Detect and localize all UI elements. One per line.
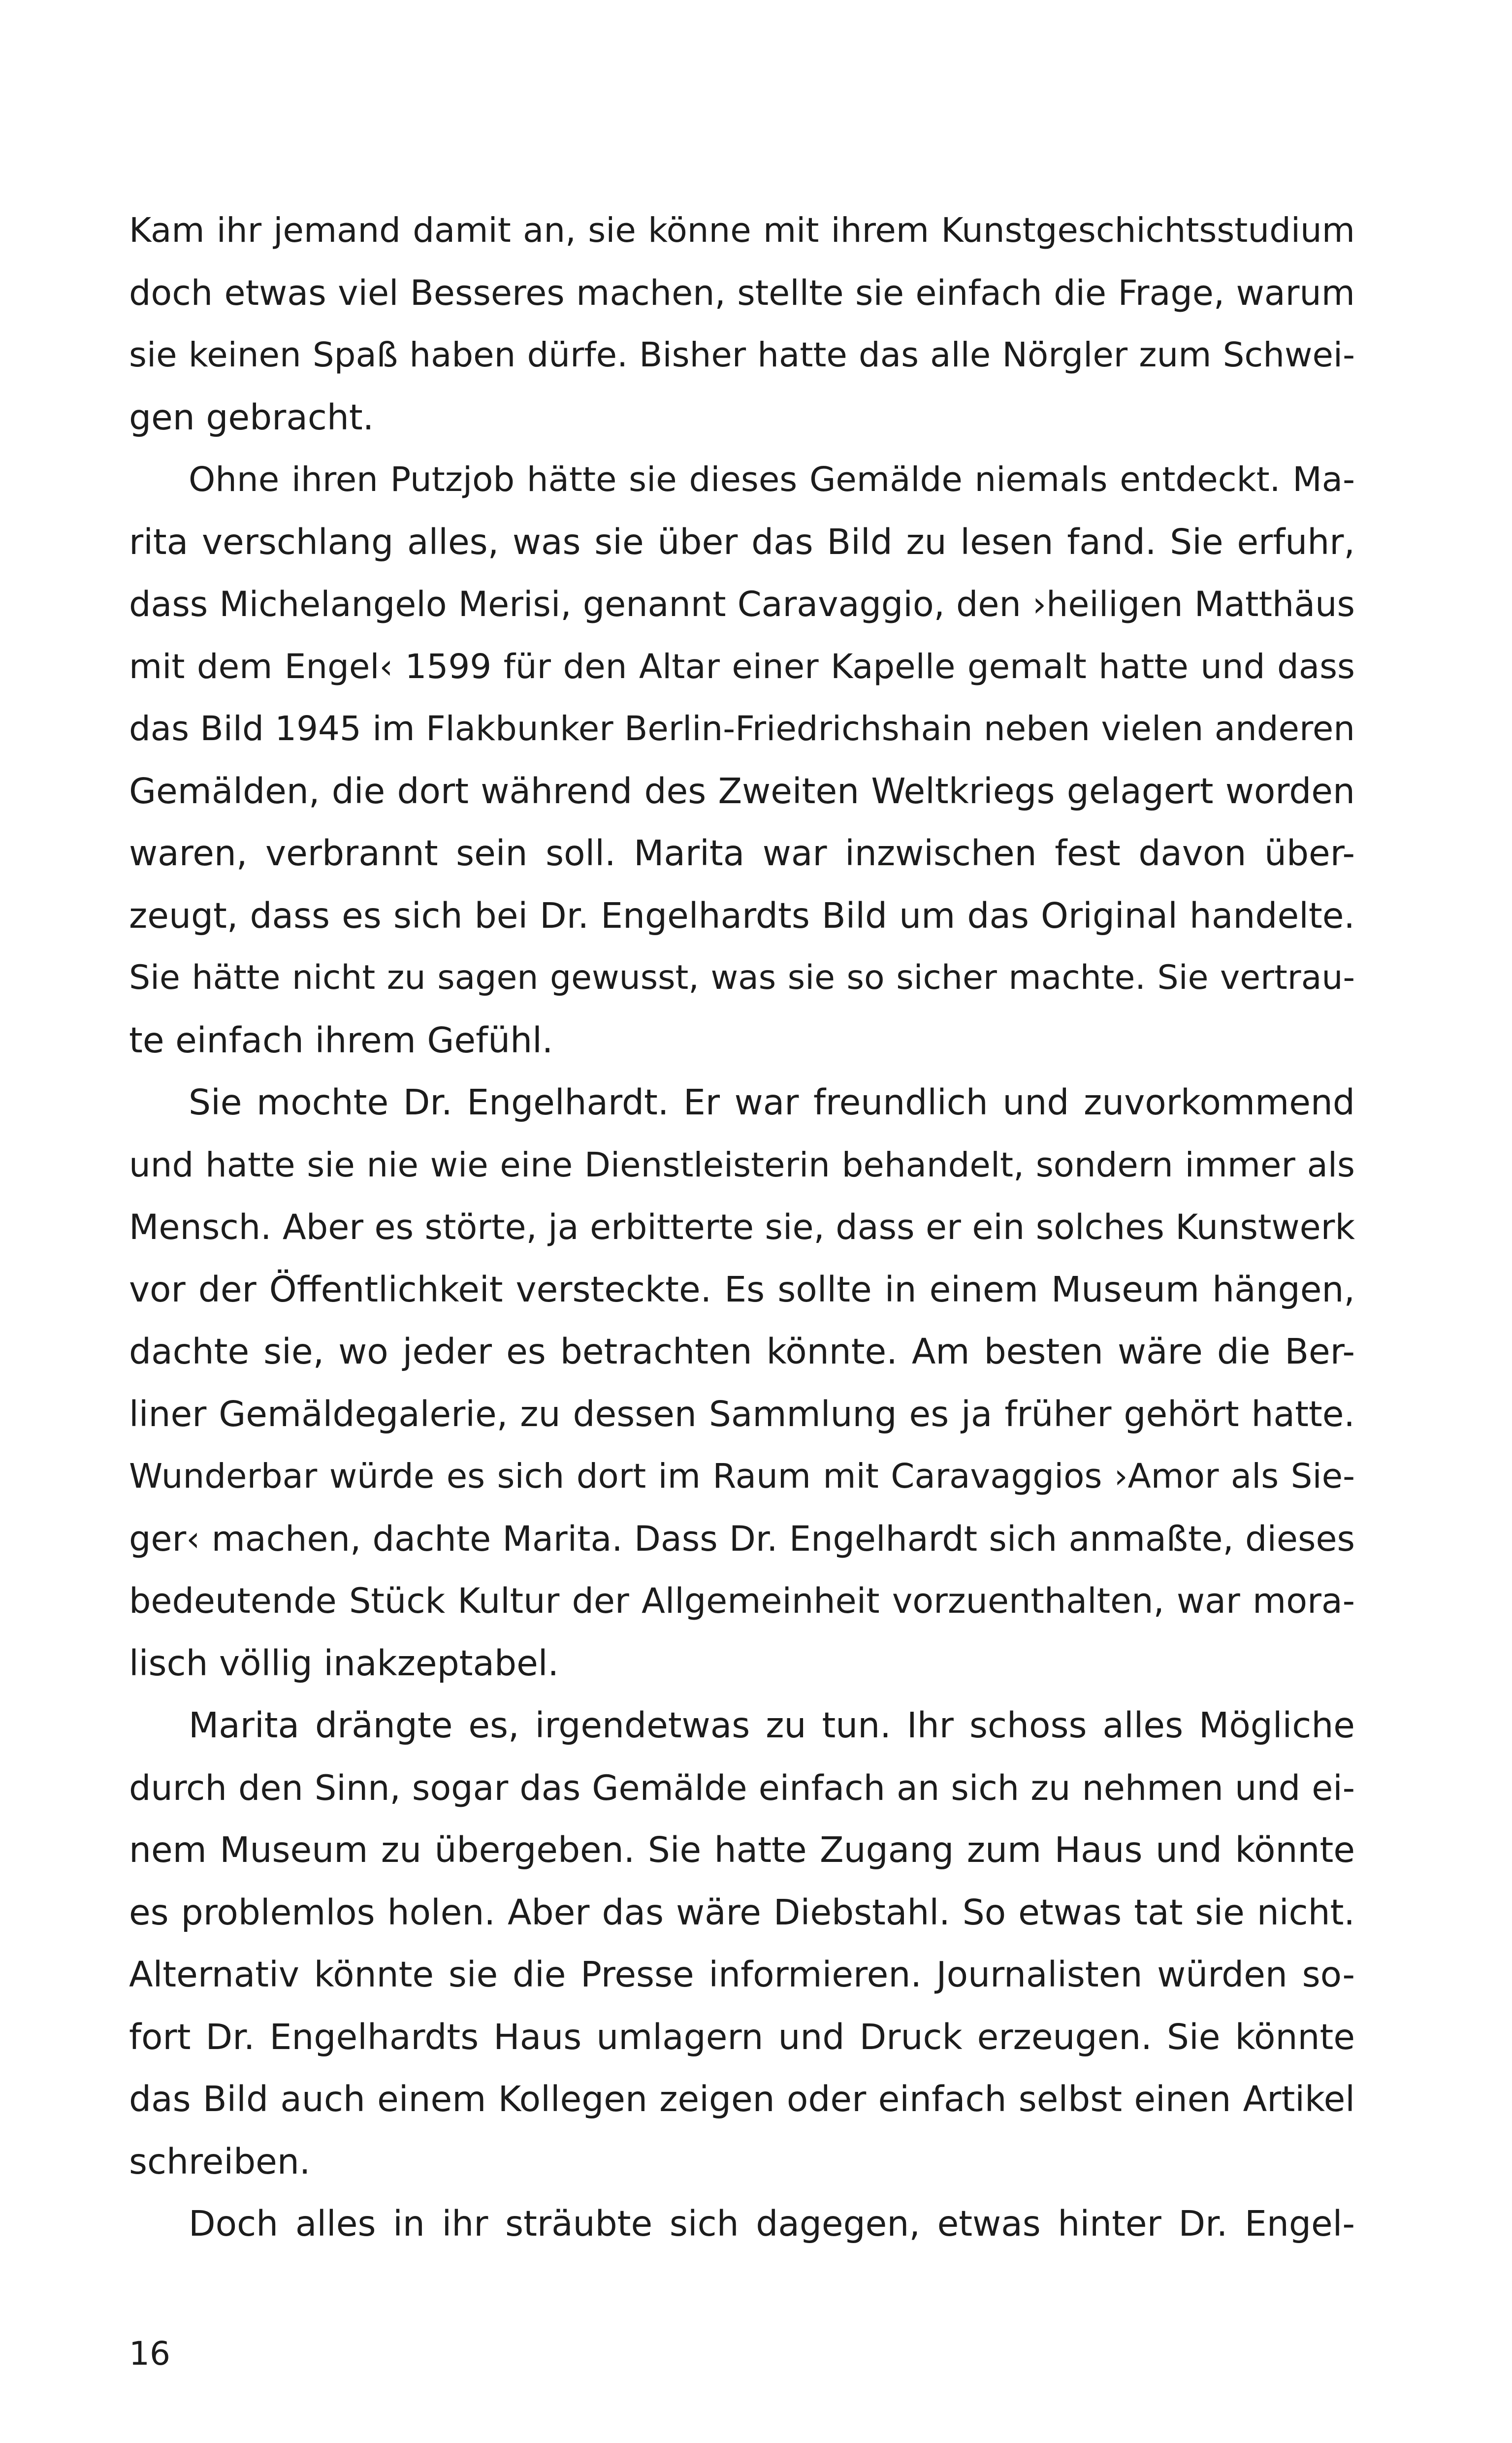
- text-line: nem Museum zu übergeben. Sie hatte Zugang zum Haus und könnte: [129, 1829, 1355, 1870]
- page-number: 16: [129, 2335, 170, 2373]
- text-line: bedeutende Stück Kultur der Allgemeinheit vorzuenthalten, war mora-: [129, 1581, 1355, 1621]
- text-line: doch etwas viel Besseres machen, stellte sie einfach die Frage, warum: [129, 272, 1355, 313]
- text-line: mit dem Engel‹ 1599 für den Altar einer Kapelle gemalt hatte und dass: [129, 647, 1355, 686]
- text-line: rita verschlang alles, was sie über das Bild zu lesen fand. Sie erfuhr,: [129, 521, 1355, 562]
- text-line: gen gebracht.: [129, 396, 374, 438]
- text-line: dachte sie, wo jeder es betrachten könnte. Am besten wäre die Ber-: [129, 1331, 1355, 1372]
- text-line: liner Gemäldegalerie, zu dessen Sammlung es ja früher gehört hatte.: [129, 1393, 1355, 1434]
- text-line: Kam ihr jemand damit an, sie könne mit ihrem Kunstgeschichtsstudium: [129, 211, 1355, 250]
- text-line: sie keinen Spaß haben dürfe. Bisher hatte das alle Nörgler zum Schwei-: [129, 335, 1355, 375]
- text-line: Alternativ könnte sie die Presse informieren. Journalisten würden so-: [129, 1954, 1355, 1995]
- text-line: schreiben.: [129, 2141, 311, 2182]
- text-line: durch den Sinn, sogar das Gemälde einfach an sich zu nehmen und ei-: [129, 1767, 1355, 1808]
- text-line: Doch alles in ihr sträubte sich dagegen, etwas hinter Dr. Engel-: [189, 2203, 1355, 2244]
- text-line: ger‹ machen, dachte Marita. Dass Dr. Engelhardt sich anmaßte, dieses: [129, 1518, 1355, 1559]
- text-line: zeugt, dass es sich bei Dr. Engelhardts Bild um das Original handelte.: [129, 895, 1355, 936]
- body-text: [129, 199, 1355, 2255]
- text-line: Sie mochte Dr. Engelhardt. Er war freundlich und zuvorkommend: [189, 1082, 1355, 1123]
- text-line: Wunderbar würde es sich dort im Raum mit Caravaggios ›Amor als Sie-: [129, 1457, 1355, 1496]
- text-line: Gemälden, die dort während des Zweiten Weltkriegs gelagert worden: [129, 770, 1355, 812]
- text-line: vor der Öffentlichkeit versteckte. Es sollte in einem Museum hängen,: [129, 1269, 1355, 1310]
- text-line: fort Dr. Engelhardts Haus umlagern und Druck erzeugen. Sie könnte: [129, 2016, 1355, 2057]
- text-line: Ohne ihren Putzjob hätte sie dieses Gemälde niemals entdeckt. Ma-: [189, 460, 1355, 499]
- text-line: das Bild auch einem Kollegen zeigen oder einfach selbst einen Artikel: [129, 2079, 1355, 2119]
- text-line: es problemlos holen. Aber das wäre Diebstahl. So etwas tat sie nicht.: [129, 1891, 1355, 1933]
- text-line: Marita drängte es, irgendetwas zu tun. Ihr schoss alles Mögliche: [189, 1705, 1355, 1746]
- text-line: dass Michelangelo Merisi, genannt Caravaggio, den ›heiligen Matthäus: [129, 584, 1355, 624]
- text-line: Mensch. Aber es störte, ja erbitterte sie, dass er ein solches Kunstwerk: [129, 1207, 1355, 1247]
- text-line: das Bild 1945 im Flakbunker Berlin-Friedrichshain neben vielen anderen: [129, 709, 1355, 749]
- text-line: waren, verbrannt sein soll. Marita war inzwischen fest davon über-: [129, 833, 1355, 874]
- text-line: te einfach ihrem Gefühl.: [129, 1019, 553, 1061]
- text-line: Sie hätte nicht zu sagen gewusst, was sie so sicher machte. Sie vertrau-: [129, 958, 1355, 997]
- text-line: lisch völlig inakzeptabel.: [129, 1642, 559, 1684]
- text-line: und hatte sie nie wie eine Dienstleisterin behandelt, sondern immer als: [129, 1145, 1355, 1185]
